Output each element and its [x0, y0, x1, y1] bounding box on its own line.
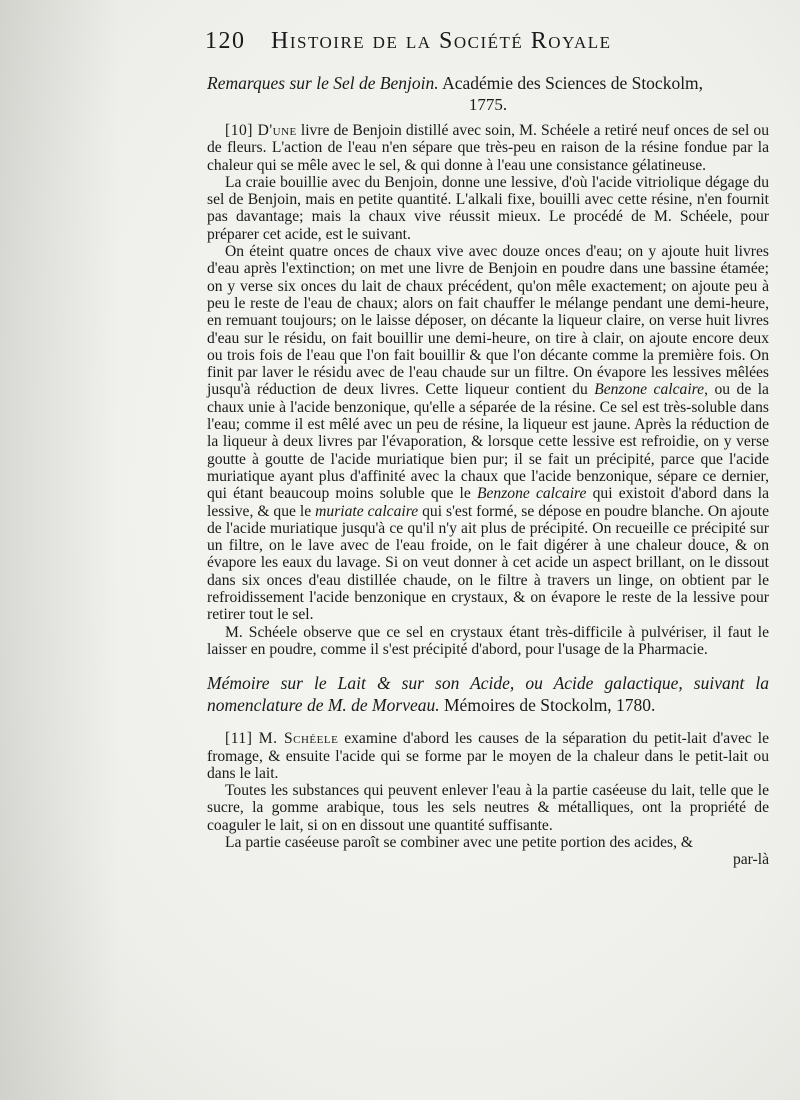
section-gap — [207, 716, 769, 730]
running-title: Histoire de la Société Royale — [271, 28, 612, 54]
paragraph-text: , ou de la chaux unie à l'acide benzonique, qu'elle a séparée de la résine. Ce sel est très-soluble dans l'eau; comme il est mêlé avec un peu de résine, la liqueur est jaune. Après la réduction de la liqueur à deux livres par l'évaporation, & lorsque cette lessive est refroidie, on y verse goutte à goutte de l'acide muriatique bien pur; il se fait un précipité, parce que l'acide muriatique ayant plus d'affinité avec la chaux que l'acide benzonique, sépare ce dernier, qui étant beaucoup moins soluble que le — [207, 381, 769, 503]
paragraph — [207, 730, 769, 782]
italic-term: Benzone calcaire — [476, 485, 587, 503]
article-2-title-italic: Mémoire sur le Lait & sur son Acide, ou Acide galactique, suivant la nomenclature de M. de Morveau. — [207, 673, 769, 716]
paragraph: M. Schéele observe que ce sel en crystaux étant très-difficile à pulvériser, il faut le laisser en poudre, comme il s'est précipité d'abord, pour l'usage de la Pharmacie. — [207, 623, 769, 658]
text-column — [207, 72, 769, 869]
paragraph: Toutes les substances qui peuvent enlever l'eau à la partie caséeuse du lait, telle que le sucre, la gomme arabique, tous les sels neutres & métalliques, ont la propriété de coaguler le lait, si on en dissout une quantité suffisante. — [207, 782, 769, 834]
article-1-title-italic: Remarques sur le Sel de Benjoin. — [207, 73, 439, 93]
article-1-source: Académie des Sciences de Stockolm, — [438, 73, 704, 93]
binding-shadow — [0, 0, 120, 1100]
paragraph-text: examine d'abord les causes de la séparation du petit-lait d'avec le fromage, & ensuite l'acide qui se forme par le moyen de la chaleur dans le petit-lait ou dans le lait. — [207, 730, 769, 782]
paragraph: La partie caséeuse paroît se combiner avec une petite portion des acides, & — [225, 833, 694, 851]
page-number: 120 — [205, 28, 246, 54]
article-2-source: Mémoires de Stockolm, 1780. — [439, 695, 656, 716]
paragraph — [207, 243, 769, 624]
paragraph — [207, 122, 769, 174]
paragraph: La craie bouillie avec du Benjoin, donne une lessive, d'où l'acide vitriolique dégage du sel de Benjoin, mais en petite quantité. L'alkali fixe, bouilli avec cette résine, n'en fournit pas davantage; mais la chaux vive réussit mieux. Le procédé de M. Schéele, pour préparer cet acide, est le suivant. — [207, 173, 769, 243]
paragraph-mark: [11] M. Schéele — [225, 730, 339, 748]
paragraph-text: On éteint quatre onces de chaux vive avec douze onces d'eau; on y ajoute huit livres d'eau après l'extinction; on met une livre de Benjoin en poudre dans une bassine étamée; on y verse six onces du lait de chaux précédent, qu'on mêle exactement; on ajoute peu à peu le reste de l'eau de chaux; alors on fait chauffer le mélange pendant une demi-heure, en remuant toujours; on le laisse déposer, on décante la liqueur claire, on verse huit livres d'eau sur le résidu, on fait bouillir une demi-heure, on tire à clair, on ajoute encore deux ou trois fois de l'eau que l'on fait bouillir & que l'on décante comme la première fois. On finit par laver le résidu avec de l'eau chaude sur un filtre. On évapore les lessives mêlées jusqu'à réduction de deux livres. Cette liqueur contient du — [207, 243, 769, 399]
italic-term: Benzone calcaire — [594, 381, 705, 399]
section-gap — [207, 658, 769, 672]
catchword: par-là — [732, 851, 769, 869]
paragraph-text: livre de Benjoin distillé avec soin, M. Schéele a retiré neuf onces de sel ou de fleurs. L'action de l'eau n'en sépare que très-peu en raison de la résine fondue par la chaleur qui se mêle avec le sel, & qui donne à l'eau une consistance gélatineuse. — [207, 122, 769, 174]
running-header — [205, 28, 765, 55]
paragraph-text: qui s'est formé, se dépose en poudre blanche. On ajoute de l'acide muriatique jusqu'à ce qu'il n'y ait plus de précipité. On recueille ce précipité sur un filtre, on le lave avec de l'eau froide, on le fait digérer à une chaleur douce, & on évapore les eaux du lavage. Si on veut donner à cet acide un aspect brillant, on le dissout dans six onces d'eau distillée chaude, on le filtre à travers un linge, on obtient par le refroidissement l'acide benzonique en crystaux, & on évapore le reste de la lessive pour retirer tout le sel. — [207, 502, 769, 624]
paragraph-mark: [10] D'une — [225, 122, 297, 139]
italic-term: muriate calcaire — [315, 502, 419, 520]
article-1-year: 1775. — [468, 95, 508, 114]
article-2-title — [207, 672, 769, 716]
article-1-title — [207, 72, 769, 94]
paragraph-text: qui existoit d'abord dans la lessive, & que le — [207, 485, 769, 520]
